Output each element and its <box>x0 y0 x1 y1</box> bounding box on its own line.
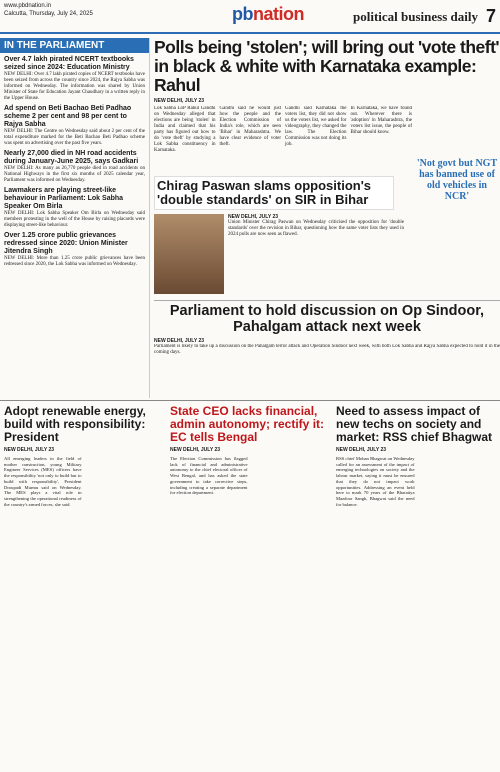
bottom-dateline: NEW DELHI, JULY 23 <box>4 447 55 453</box>
masthead <box>0 0 500 34</box>
brief-body: NEW DELHI: As many as 26,770 people died in road accidents on National Highways in the first six months of 2025 calendar year, Parliament was informed on Wednesday. <box>4 166 145 183</box>
bottom-story <box>4 405 162 756</box>
bottom-paragraph: RSS chief Mohan Bhagwat on Wednesday called for an assessment of the impact of emerging technologies on society and the labour market, saying it must be ensured that they do not impact work opportunities. Addressing an event held here to mark 70 years of the Bharatiya Mazdoor Sangh, Bhagwat said the need for balance. <box>336 456 415 507</box>
brief-item <box>0 56 149 102</box>
brief-item <box>0 105 149 147</box>
main-paragraph: Gandhi said Karnataka the voters list, they did not show us the voters list, we asked for videography, they changed the law. The Election Commission was not doing its job. <box>285 106 347 147</box>
bottom-dateline: NEW DELHI, JULY 23 <box>336 447 387 453</box>
parliament-story <box>154 300 500 404</box>
page-number: 7 <box>485 6 496 26</box>
brief-body: NEW DELHI: Over 4.7 lakh pirated copies of NCERT textbooks have been seized from across the country since 2024, the Rajya Sabha was informed on Wednesday. The information was shared by Union Minister of State for Education Jayant Chaudhary in a written reply in the Upper House. <box>4 72 145 101</box>
brief-title: Lawmakers are playing street-like behaviour in Parliament: Lok Sabha Speaker Om Birla <box>4 187 124 210</box>
bottom-dateline: NEW DELHI, JULY 23 <box>170 447 221 453</box>
chirag-dateline: NEW DELHI, JULY 23 <box>228 214 279 220</box>
main-paragraph: In Karnataka, we have found out. Wherever there is 'adoption' in Maharashtra, the voters list issue, the people of Bihar should know. <box>350 106 412 135</box>
brief-body: NEW DELHI: The Centre on Wednesday said about 2 per cent of the total expenditure marked for the Beti Bachao Beti Padhao scheme was spent on advertising over the past five years. <box>4 129 145 146</box>
bottom-stories <box>0 400 500 772</box>
main-dateline: NEW DELHI, JULY 23 <box>154 98 205 104</box>
bottom-paragraph: All emerging leaders in the field of mother construction, young Military Engineer Services (MES) officers have the responsibility 'not only to build but to build with responsibility', President Droupadi Murmu said on Wednesday. The MES plays a vital role in strengthening the operational readiness of the country's armed forces, she said. <box>4 456 82 507</box>
parliament-headline: Parliament to hold discussion on Op Sindoor, Pahalgam attack next week <box>169 303 485 335</box>
main-paragraph: Gandhi said he would just how the people and the Election Commission of India's role, which are seen 'Bihar' in Maharashtra. We have clear evidence of voter theft. <box>219 106 281 147</box>
brief-item <box>0 187 149 229</box>
brief-item <box>0 150 149 184</box>
brief-title: Over 4.7 lakh pirated NCERT textbooks seized since 2024: Education Ministry <box>4 56 134 71</box>
brief-body: NEW DELHI: More than 1.25 crore public grievances have been redressed since 2020, the Lok Sabha was informed on Wednesday. <box>4 256 145 267</box>
brief-title: Over 1.25 crore public grievances redressed since 2020: Union Minister Jitendra Singh <box>4 232 128 255</box>
chirag-story <box>154 176 394 210</box>
bottom-story <box>336 405 496 756</box>
main-paragraph: Lok Sabha LoP Rahul Gandhi on Wednesday alleged that elections are being 'stolen' in India and claimed that his party has figured out how to do 'vote theft' by studying a Lok Sabha constituency in Karnataka. <box>154 106 216 153</box>
chirag-body <box>228 214 404 296</box>
section-header: IN THE PARLIAMENT <box>0 38 149 53</box>
masthead-right-title: political business daily <box>353 9 478 24</box>
bottom-headline: Adopt renewable energy, build with responsibility: President <box>4 404 146 444</box>
news-photo <box>154 214 224 294</box>
parliament-paragraph: Parliament is likely to take up a discussion on the Pahalgam terror attack and Operation Sindoor next week, with both Lok Sabha and Rajya Sabha expected to hold it in the coming days. <box>154 344 500 355</box>
newspaper-logo: pbnation <box>232 4 304 24</box>
bottom-headline: Need to assess impact of new techs on society and market: RSS chief Bhagwat <box>336 404 493 444</box>
masthead-url: www.pbdnation.in <box>4 3 52 9</box>
masthead-date: Calcutta, Thursday, July 24, 2025 <box>4 11 93 17</box>
bottom-paragraph: The Election Commission has flagged lack of financial and administrative autonomy to the chief electoral officer of West Bengal, and has asked the state government to take corrective steps, including creating a separate department for election department. <box>170 456 248 496</box>
pull-quote: 'Not govt but NGT has banned use of old vehicles in NCR' <box>416 158 498 202</box>
brief-title: Ad spend on Beti Bachao Beti Padhao scheme 2 per cent and 98 per cent to Rajya Sabha <box>4 105 132 128</box>
brief-body: NEW DELHI: Lok Sabha Speaker Om Birla on Wednesday said members protesting in the well of the House by raising placards were displaying street-like behaviour. <box>4 211 145 228</box>
chirag-paragraph: Union Minister Chirag Paswan on Wednesday criticised the opposition for 'double standards' over the revision in Bihar, questioning how the same voter lists they used in 2024 polls are now seen as flawed. <box>228 220 404 237</box>
bottom-headline: State CEO lacks financial, admin autonomy; rectify it: EC tells Bengal <box>170 404 325 444</box>
parliament-dateline: NEW DELHI, JULY 23 <box>154 338 205 344</box>
bottom-story <box>170 405 328 756</box>
brief-item <box>0 232 149 268</box>
briefs-column <box>0 38 150 398</box>
chirag-headline: Chirag Paswan slams opposition's 'double standards' on SIR in Bihar <box>157 178 372 207</box>
main-headline: Polls being 'stolen'; will bring out 'vote theft' in black & white with Karnataka example: Rahul <box>154 37 500 95</box>
brief-title: Nearly 27,000 died in NH road accidents during January-June 2025, says Gadkari <box>4 150 139 165</box>
